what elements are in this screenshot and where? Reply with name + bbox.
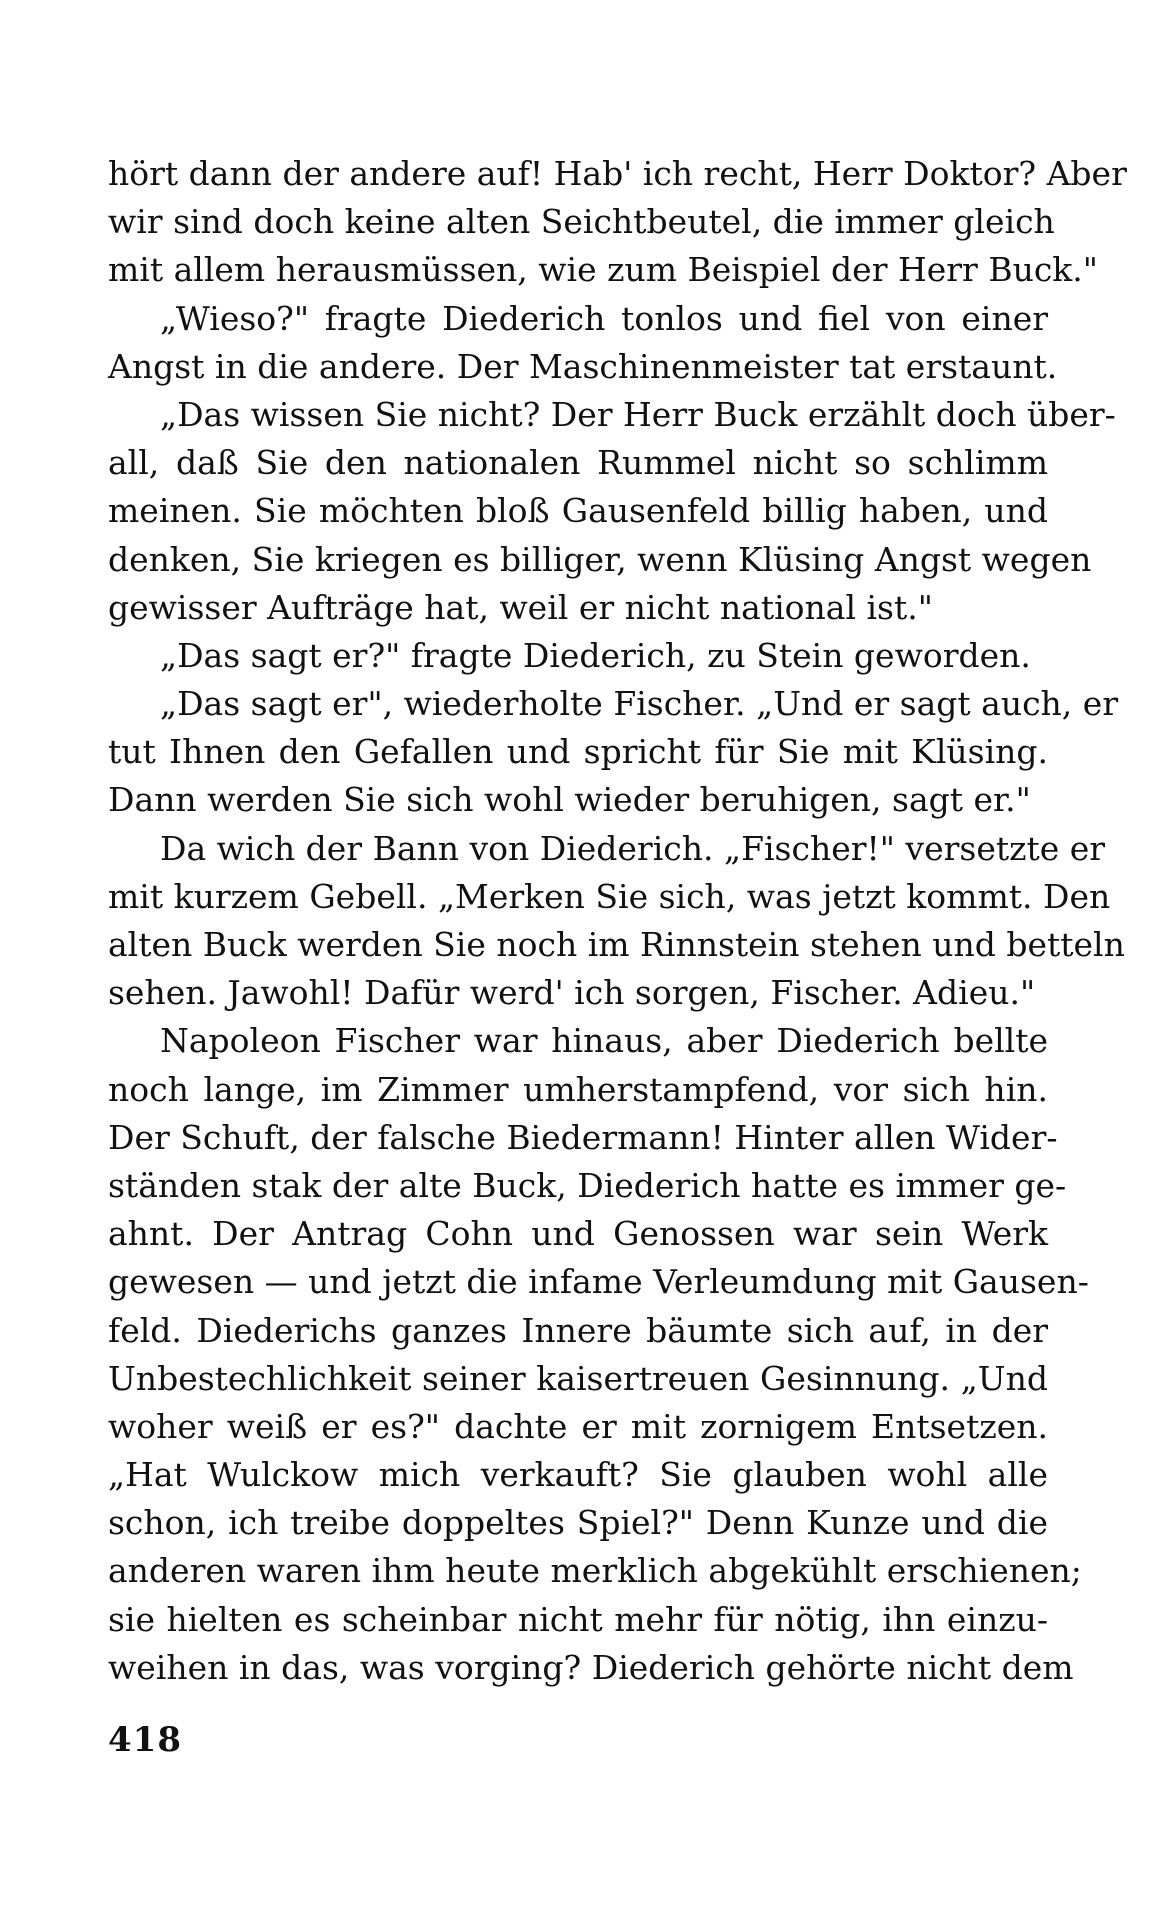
text-line: alten Buck werden Sie noch im Rinnstein stehen und betteln	[108, 925, 1125, 964]
text-line: „Das wissen Sie nicht? Der Herr Buck erzählt doch über-	[160, 394, 1116, 434]
text-line: ahnt. Der Antrag Cohn und Genossen war sein Werk	[108, 1214, 1048, 1254]
text-line: wir sind doch keine alten Seichtbeutel, die immer gleich	[108, 202, 1055, 242]
text-line: Napoleon Fischer war hinaus, aber Diederich bellte	[160, 1021, 1048, 1061]
text-line: sie hielten es scheinbar nicht mehr für nötig, ihn einzu-	[108, 1599, 1048, 1639]
text-line: weihen in das, was vorging? Diederich gehörte nicht dem	[108, 1647, 1074, 1687]
text-line: Da wich der Bann von Diederich. „Fischer!" versetzte er	[160, 828, 1106, 868]
text-line: all, daß Sie den nationalen Rummel nicht so schlimm	[108, 443, 1048, 483]
text-line: Angst in die andere. Der Maschinenmeister tat erstaunt.	[108, 346, 1058, 386]
text-line: feld. Diederichs ganzes Innere bäumte sich auf, in der	[108, 1310, 1048, 1350]
text-line: mit allem herausmüssen, wie zum Beispiel der Herr Buck."	[108, 250, 1098, 290]
text-line: woher weiß er es?" dachte er mit zornigem Entsetzen.	[108, 1406, 1048, 1446]
text-line: gewesen — und jetzt die infame Verleumdung mit Gausen-	[108, 1262, 1089, 1302]
text-line: denken, Sie kriegen es billiger, wenn Klüsing Angst wegen	[108, 539, 1092, 579]
text-line: Dann werden Sie sich wohl wieder beruhigen, sagt er."	[108, 780, 1031, 820]
text-line: tut Ihnen den Gefallen und spricht für Sie mit Klüsing.	[108, 732, 1048, 772]
text-line: „Das sagt er?" fragte Diederich, zu Stein geworden.	[160, 635, 1031, 675]
body-text	[108, 150, 1127, 1692]
text-line: „Wieso?" fragte Diederich tonlos und fiel von einer	[160, 298, 1048, 338]
text-line: gewisser Aufträge hat, weil er nicht national ist."	[108, 587, 933, 627]
text-line: Unbestechlichkeit seiner kaisertreuen Gesinnung. „Und	[108, 1358, 1048, 1398]
text-line: mit kurzem Gebell. „Merken Sie sich, was jetzt kommt. Den	[108, 876, 1111, 916]
text-line: schon, ich treibe doppeltes Spiel?" Denn Kunze und die	[108, 1503, 1048, 1543]
text-line: ständen stak der alte Buck, Diederich hatte es immer ge-	[108, 1165, 1067, 1205]
text-line: meinen. Sie möchten bloß Gausenfeld billig haben, und	[108, 491, 1048, 531]
text-line: Der Schuft, der falsche Biedermann! Hinter allen Wider-	[108, 1117, 1058, 1157]
page-number: 418	[108, 1720, 182, 1760]
text-line: hört dann der andere auf! Hab' ich recht, Herr Doktor? Aber	[108, 154, 1127, 193]
text-line: „Das sagt er", wiederholte Fischer. „Und er sagt auch, er	[160, 684, 1119, 724]
text-line: noch lange, im Zimmer umherstampfend, vor sich hin.	[108, 1069, 1048, 1109]
text-line: sehen. Jawohl! Dafür werd' ich sorgen, Fischer. Adieu."	[108, 973, 1036, 1013]
text-line: „Hat Wulckow mich verkauft? Sie glauben wohl alle	[108, 1455, 1048, 1495]
text-line: anderen waren ihm heute merklich abgekühlt erschienen;	[108, 1551, 1082, 1591]
